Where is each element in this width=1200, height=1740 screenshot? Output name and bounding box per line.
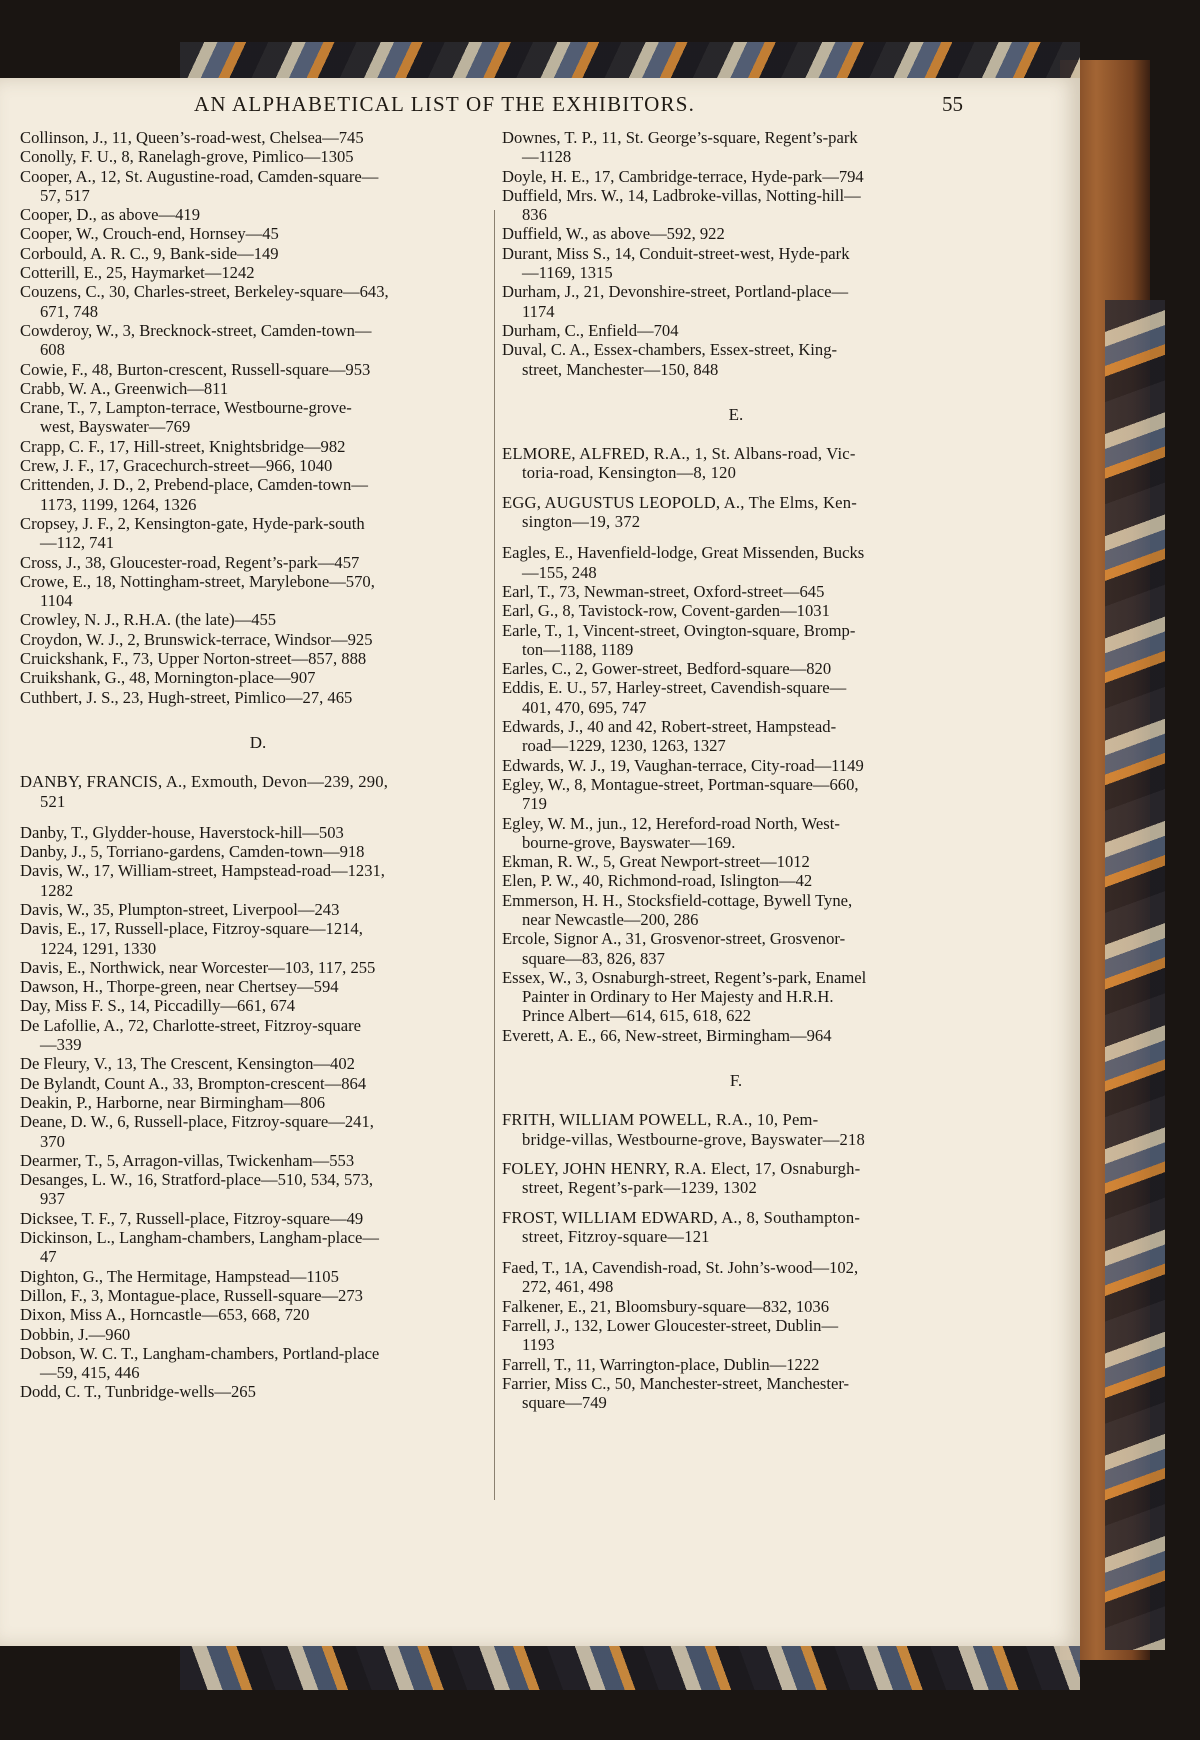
entry-text: Dawson, H., Thorpe-green, near Chertsey—594 [20, 977, 339, 997]
exhibitor-entry [20, 282, 496, 321]
exhibitor-entry [502, 340, 970, 379]
exhibitor-entry [20, 1325, 496, 1344]
entry-text: Crapp, C. F., 17, Hill-street, Knightsbridge—982 [20, 436, 346, 456]
entry-text: EGG, AUGUSTUS LEOPOLD, A., The Elms, Ken- [502, 492, 857, 512]
entry-continuation: bourne-grove, Bayswater—169. [522, 832, 736, 852]
exhibitor-entry [20, 861, 496, 900]
entry-text: Elen, P. W., 40, Richmond-road, Islington—42 [502, 871, 813, 891]
entry-text: Davis, E., Northwick, near Worcester—103, 117, 255 [20, 957, 376, 977]
entry-continuation: —1169, 1315 [522, 263, 613, 283]
entry-continuation: ton—1188, 1189 [522, 639, 634, 659]
exhibitor-entry [20, 649, 496, 668]
exhibitor-entry [502, 814, 970, 853]
exhibitor-entry [502, 1026, 970, 1045]
academician-entry [502, 1159, 970, 1198]
entry-text: Dickinson, L., Langham-chambers, Langham-place— [20, 1228, 379, 1248]
exhibitor-entry [502, 1355, 970, 1374]
entry-text: Deakin, P., Harborne, near Birmingham—806 [20, 1092, 326, 1112]
marbled-endpaper-bottom [180, 1640, 1080, 1690]
exhibitor-entry [502, 929, 970, 968]
entry-continuation: road—1229, 1230, 1263, 1327 [522, 736, 726, 756]
entry-text: Doyle, H. E., 17, Cambridge-terrace, Hyde-park—794 [502, 166, 864, 186]
academician-entry [502, 1110, 970, 1149]
entry-text: Farrell, T., 11, Warrington-place, Dublin—1222 [502, 1354, 820, 1374]
entry-text: Earle, T., 1, Vincent-street, Ovington-square, Bromp- [502, 620, 856, 640]
entry-continuation: 401, 470, 695, 747 [522, 697, 647, 717]
entry-text: Desanges, L. W., 16, Stratford-place—510, 534, 573, [20, 1170, 374, 1190]
exhibitor-entry [20, 1112, 496, 1151]
left-column [20, 128, 496, 1402]
entry-continuation: 57, 517 [40, 185, 90, 205]
entry-text: Cropsey, J. F., 2, Kensington-gate, Hyde-park-south [20, 513, 365, 533]
entry-text: Farrell, J., 132, Lower Gloucester-street, Dublin— [502, 1316, 839, 1336]
exhibitor-entry [20, 321, 496, 360]
entry-text: Edwards, J., 40 and 42, Robert-street, Hampstead- [502, 717, 837, 737]
entry-text: Davis, E., 17, Russell-place, Fitzroy-square—1214, [20, 919, 363, 939]
entry-continuation: 719 [522, 794, 547, 814]
entry-text: Essex, W., 3, Osnaburgh-street, Regent’s-park, Enamel [502, 967, 867, 987]
entry-text: Deane, D. W., 6, Russell-place, Fitzroy-square—241, [20, 1112, 374, 1132]
exhibitor-entry [20, 1209, 496, 1228]
exhibitor-entry [502, 891, 970, 930]
entry-text: Danby, T., Glydder-house, Haverstock-hill—503 [20, 822, 344, 842]
exhibitor-entry [20, 610, 496, 629]
exhibitor-entry [20, 1267, 496, 1286]
exhibitor-entry [20, 572, 496, 611]
entry-text: FOLEY, JOHN HENRY, R.A. Elect, 17, Osnaburgh- [502, 1158, 861, 1178]
exhibitor-entry [20, 1016, 496, 1055]
entry-continuation: 370 [40, 1131, 65, 1151]
entry-continuation: 836 [522, 205, 547, 225]
exhibitor-entry [20, 842, 496, 861]
entry-text: Dighton, G., The Hermitage, Hampstead—1105 [20, 1266, 339, 1286]
exhibitor-entry [502, 775, 970, 814]
exhibitor-entry [20, 996, 496, 1015]
page-number: 55 [942, 92, 963, 116]
exhibitor-entry [20, 1344, 496, 1383]
entry-continuation: 608 [40, 340, 65, 360]
entry-text: Crabb, W. A., Greenwich—811 [20, 378, 229, 398]
entry-text: Durham, C., Enfield—704 [502, 320, 679, 340]
exhibitor-entry [502, 871, 970, 890]
exhibitor-entry [20, 1382, 496, 1401]
exhibitor-entry [20, 263, 496, 282]
entry-text: Crane, T., 7, Lampton-terrace, Westbourne-grove- [20, 398, 352, 418]
exhibitor-entry [502, 282, 970, 321]
exhibitor-entry [20, 630, 496, 649]
exhibitor-entry [502, 1297, 970, 1316]
entry-text: Edwards, W. J., 19, Vaughan-terrace, City-road—1149 [502, 755, 864, 775]
entry-continuation: —59, 415, 446 [40, 1363, 140, 1383]
entry-text: Dobbin, J.—960 [20, 1324, 131, 1344]
entry-text: Dearmer, T., 5, Arragon-villas, Twickenham—553 [20, 1150, 355, 1170]
entry-continuation: street, Regent’s-park—1239, 1302 [522, 1178, 757, 1198]
entry-continuation: 272, 461, 498 [522, 1277, 614, 1297]
exhibitor-entry [20, 958, 496, 977]
entry-continuation: —1128 [522, 147, 572, 167]
entry-text: Dicksee, T. F., 7, Russell-place, Fitzroy-square—49 [20, 1208, 364, 1228]
entry-continuation: 1174 [522, 301, 555, 321]
entry-text: Dodd, C. T., Tunbridge-wells—265 [20, 1382, 256, 1402]
exhibitor-entry [20, 379, 496, 398]
entry-continuation: Prince Albert—614, 615, 618, 622 [522, 1006, 752, 1026]
entry-continuation: square—749 [522, 1393, 607, 1413]
entry-text: Dillon, F., 3, Montague-place, Russell-square—273 [20, 1285, 363, 1305]
entry-text: Davis, W., 17, William-street, Hampstead-road—1231, [20, 861, 385, 881]
exhibitor-entry [502, 717, 970, 756]
entry-text: Davis, W., 35, Plumpton-street, Liverpool—243 [20, 899, 340, 919]
section-heading: D. [249, 732, 267, 752]
entry-continuation: 1173, 1199, 1264, 1326 [40, 494, 197, 514]
exhibitor-entry [20, 823, 496, 842]
academician-entry [20, 772, 496, 811]
entry-text: Egley, W., 8, Montague-street, Portman-square—660, [502, 774, 859, 794]
entry-text: Cruickshank, F., 73, Upper Norton-street—857, 888 [20, 649, 367, 669]
exhibitor-entry [502, 601, 970, 620]
entry-text: Eagles, E., Havenfield-lodge, Great Missenden, Bucks [502, 543, 865, 563]
entry-text: FRITH, WILLIAM POWELL, R.A., 10, Pem- [502, 1110, 819, 1130]
exhibitor-entry [502, 1316, 970, 1355]
marbled-endpaper-side [1105, 300, 1165, 1650]
entry-text: Dixon, Miss A., Horncastle—653, 668, 720 [20, 1305, 310, 1325]
entry-continuation: 1104 [40, 591, 73, 611]
exhibitor-entry [20, 553, 496, 572]
entry-text: ELMORE, ALFRED, R.A., 1, St. Albans-road, Vic- [502, 444, 856, 464]
exhibitor-entry [20, 668, 496, 687]
entry-continuation: 47 [40, 1247, 57, 1267]
marbled-endpaper-top [180, 42, 1080, 82]
exhibitor-entry [502, 1374, 970, 1413]
exhibitor-entry [20, 688, 496, 707]
entry-continuation: —339 [40, 1035, 82, 1055]
exhibitor-entry [502, 678, 970, 717]
entry-text: Faed, T., 1A, Cavendish-road, St. John’s-wood—102, [502, 1258, 859, 1278]
entry-continuation: square—83, 826, 837 [522, 948, 665, 968]
entry-text: Croydon, W. J., 2, Brunswick-terrace, Windsor—925 [20, 629, 373, 649]
entry-text: Falkener, E., 21, Bloomsbury-square—832, 1036 [502, 1296, 830, 1316]
exhibitor-entry [20, 1093, 496, 1112]
exhibitor-entry [502, 186, 970, 225]
exhibitor-entry [20, 900, 496, 919]
exhibitor-entry [502, 128, 970, 167]
entry-text: Crowley, N. J., R.H.A. (the late)—455 [20, 610, 277, 630]
right-column [502, 128, 970, 1413]
exhibitor-entry [20, 1228, 496, 1267]
entry-text: Egley, W. M., jun., 12, Hereford-road North, West- [502, 813, 840, 833]
entry-text: Crowe, E., 18, Nottingham-street, Marylebone—570, [20, 571, 375, 591]
entry-text: Crew, J. F., 17, Gracechurch-street—966, 1040 [20, 456, 333, 476]
page-title: AN ALPHABETICAL LIST OF THE EXHIBITORS. [194, 92, 696, 116]
entry-continuation: toria-road, Kensington—8, 120 [522, 463, 737, 483]
entry-continuation: 1193 [522, 1335, 555, 1355]
entry-continuation: street, Fitzroy-square—121 [522, 1226, 710, 1246]
exhibitor-entry [502, 167, 970, 186]
entry-text: Emmerson, H. H., Stocksfield-cottage, Bywell Tyne, [502, 890, 853, 910]
exhibitor-entry [20, 456, 496, 475]
entry-continuation: Painter in Ordinary to Her Majesty and H.R.H. [522, 987, 834, 1007]
entry-text: Duffield, Mrs. W., 14, Ladbroke-villas, Notting-hill— [502, 185, 861, 205]
entry-text: Ekman, R. W., 5, Great Newport-street—1012 [502, 852, 810, 872]
entry-text: Eddis, E. U., 57, Harley-street, Cavendish-square— [502, 678, 847, 698]
exhibitor-entry [20, 244, 496, 263]
entry-continuation: sington—19, 372 [522, 512, 641, 532]
entry-text: Cruikshank, G., 48, Mornington-place—907 [20, 668, 316, 688]
exhibitor-entry [20, 398, 496, 437]
exhibitor-entry [502, 582, 970, 601]
exhibitor-entry [502, 224, 970, 243]
entry-text: De Bylandt, Count A., 33, Brompton-crescent—864 [20, 1073, 367, 1093]
academician-entry [502, 444, 970, 483]
entry-text: Earles, C., 2, Gower-street, Bedford-square—820 [502, 659, 832, 679]
entry-text: Durant, Miss S., 14, Conduit-street-west, Hyde-park [502, 243, 850, 263]
entry-text: Cowie, F., 48, Burton-crescent, Russell-square—953 [20, 359, 371, 379]
exhibitor-entry [502, 1258, 970, 1297]
exhibitor-entry [20, 437, 496, 456]
entry-continuation: 521 [40, 791, 66, 811]
exhibitor-entry [502, 621, 970, 660]
exhibitor-entry [502, 543, 970, 582]
entry-text: Cooper, D., as above—419 [20, 205, 200, 225]
entry-continuation: —155, 248 [522, 562, 597, 582]
entry-text: Cowderoy, W., 3, Brecknock-street, Camden-town— [20, 320, 372, 340]
entry-text: Conolly, F. U., 8, Ranelagh-grove, Pimlico—1305 [20, 147, 354, 167]
academician-entry [502, 1208, 970, 1247]
entry-text: Dobson, W. C. T., Langham-chambers, Portland-place [20, 1343, 380, 1363]
entry-text: Danby, J., 5, Torriano-gardens, Camden-town—918 [20, 842, 365, 862]
entry-text: Couzens, C., 30, Charles-street, Berkeley-square—643, [20, 282, 389, 302]
entry-text: Farrier, Miss C., 50, Manchester-street, Manchester- [502, 1373, 850, 1393]
entry-text: Cross, J., 38, Gloucester-road, Regent’s-park—457 [20, 552, 360, 572]
exhibitor-entry [502, 756, 970, 775]
exhibitor-entry [20, 128, 496, 147]
entry-text: Day, Miss F. S., 14, Piccadilly—661, 674 [20, 996, 296, 1016]
entry-text: Cuthbert, J. S., 23, Hugh-street, Pimlico—27, 465 [20, 687, 353, 707]
academician-entry [502, 493, 970, 532]
entry-continuation: —112, 741 [40, 533, 115, 553]
entry-continuation: 1224, 1291, 1330 [40, 938, 157, 958]
entry-text: Cooper, W., Crouch-end, Hornsey—45 [20, 224, 279, 244]
entry-text: Earl, G., 8, Tavistock-row, Covent-garden—1031 [502, 601, 830, 621]
section-heading: F. [729, 1071, 743, 1091]
exhibitor-entry [502, 659, 970, 678]
entry-text: De Fleury, V., 13, The Crescent, Kensington—402 [20, 1054, 355, 1074]
entry-continuation: 1282 [40, 880, 74, 900]
running-header [0, 92, 1080, 122]
exhibitor-entry [20, 360, 496, 379]
entry-text: Cotterill, E., 25, Haymarket—1242 [20, 263, 255, 283]
exhibitor-entry [20, 1074, 496, 1093]
exhibitor-entry [502, 968, 970, 1026]
entry-text: Everett, A. E., 66, New-street, Birmingham—964 [502, 1025, 832, 1045]
exhibitor-entry [20, 919, 496, 958]
entry-text: Collinson, J., 11, Queen’s-road-west, Chelsea—745 [20, 128, 364, 147]
entry-text: De Lafollie, A., 72, Charlotte-street, Fitzroy-square [20, 1015, 361, 1035]
exhibitor-entry [502, 321, 970, 340]
entry-text: Duval, C. A., Essex-chambers, Essex-street, King- [502, 340, 838, 360]
entry-text: FROST, WILLIAM EDWARD, A., 8, Southampton- [502, 1207, 861, 1227]
exhibitor-entry [502, 852, 970, 871]
exhibitor-entry [20, 1054, 496, 1073]
exhibitor-entry [20, 147, 496, 166]
entry-text: Duffield, W., as above—592, 922 [502, 224, 725, 244]
exhibitor-entry [20, 1151, 496, 1170]
entry-text: Earl, T., 73, Newman-street, Oxford-street—645 [502, 581, 825, 601]
entry-text: DANBY, FRANCIS, A., Exmouth, Devon—239, 290, [20, 772, 389, 792]
entry-text: Crittenden, J. D., 2, Prebend-place, Camden-town— [20, 475, 368, 495]
exhibitor-entry [502, 244, 970, 283]
entry-continuation: street, Manchester—150, 848 [522, 359, 719, 379]
exhibitor-entry [20, 205, 496, 224]
exhibitor-entry [20, 224, 496, 243]
exhibitor-entry [20, 167, 496, 206]
entry-text: Durham, J., 21, Devonshire-street, Portland-place— [502, 282, 849, 302]
entry-text: Ercole, Signor A., 31, Grosvenor-street, Grosvenor- [502, 929, 846, 949]
exhibitor-entry [20, 1170, 496, 1209]
exhibitor-entry [20, 514, 496, 553]
exhibitor-entry [20, 1286, 496, 1305]
entry-continuation: west, Bayswater—769 [40, 417, 191, 437]
entry-text: Corbould, A. R. C., 9, Bank-side—149 [20, 243, 279, 263]
entry-text: Downes, T. P., 11, St. George’s-square, Regent’s-park [502, 128, 858, 147]
exhibitor-entry [20, 977, 496, 996]
exhibitor-entry [20, 475, 496, 514]
entry-continuation: near Newcastle—200, 286 [522, 909, 699, 929]
section-heading: E. [728, 404, 744, 424]
entry-text: Cooper, A., 12, St. Augustine-road, Camden-square— [20, 166, 379, 186]
entry-continuation: 937 [40, 1189, 65, 1209]
entry-continuation: bridge-villas, Westbourne-grove, Bayswater—218 [522, 1129, 866, 1149]
exhibitor-entry [20, 1305, 496, 1324]
entry-continuation: 671, 748 [40, 301, 99, 321]
